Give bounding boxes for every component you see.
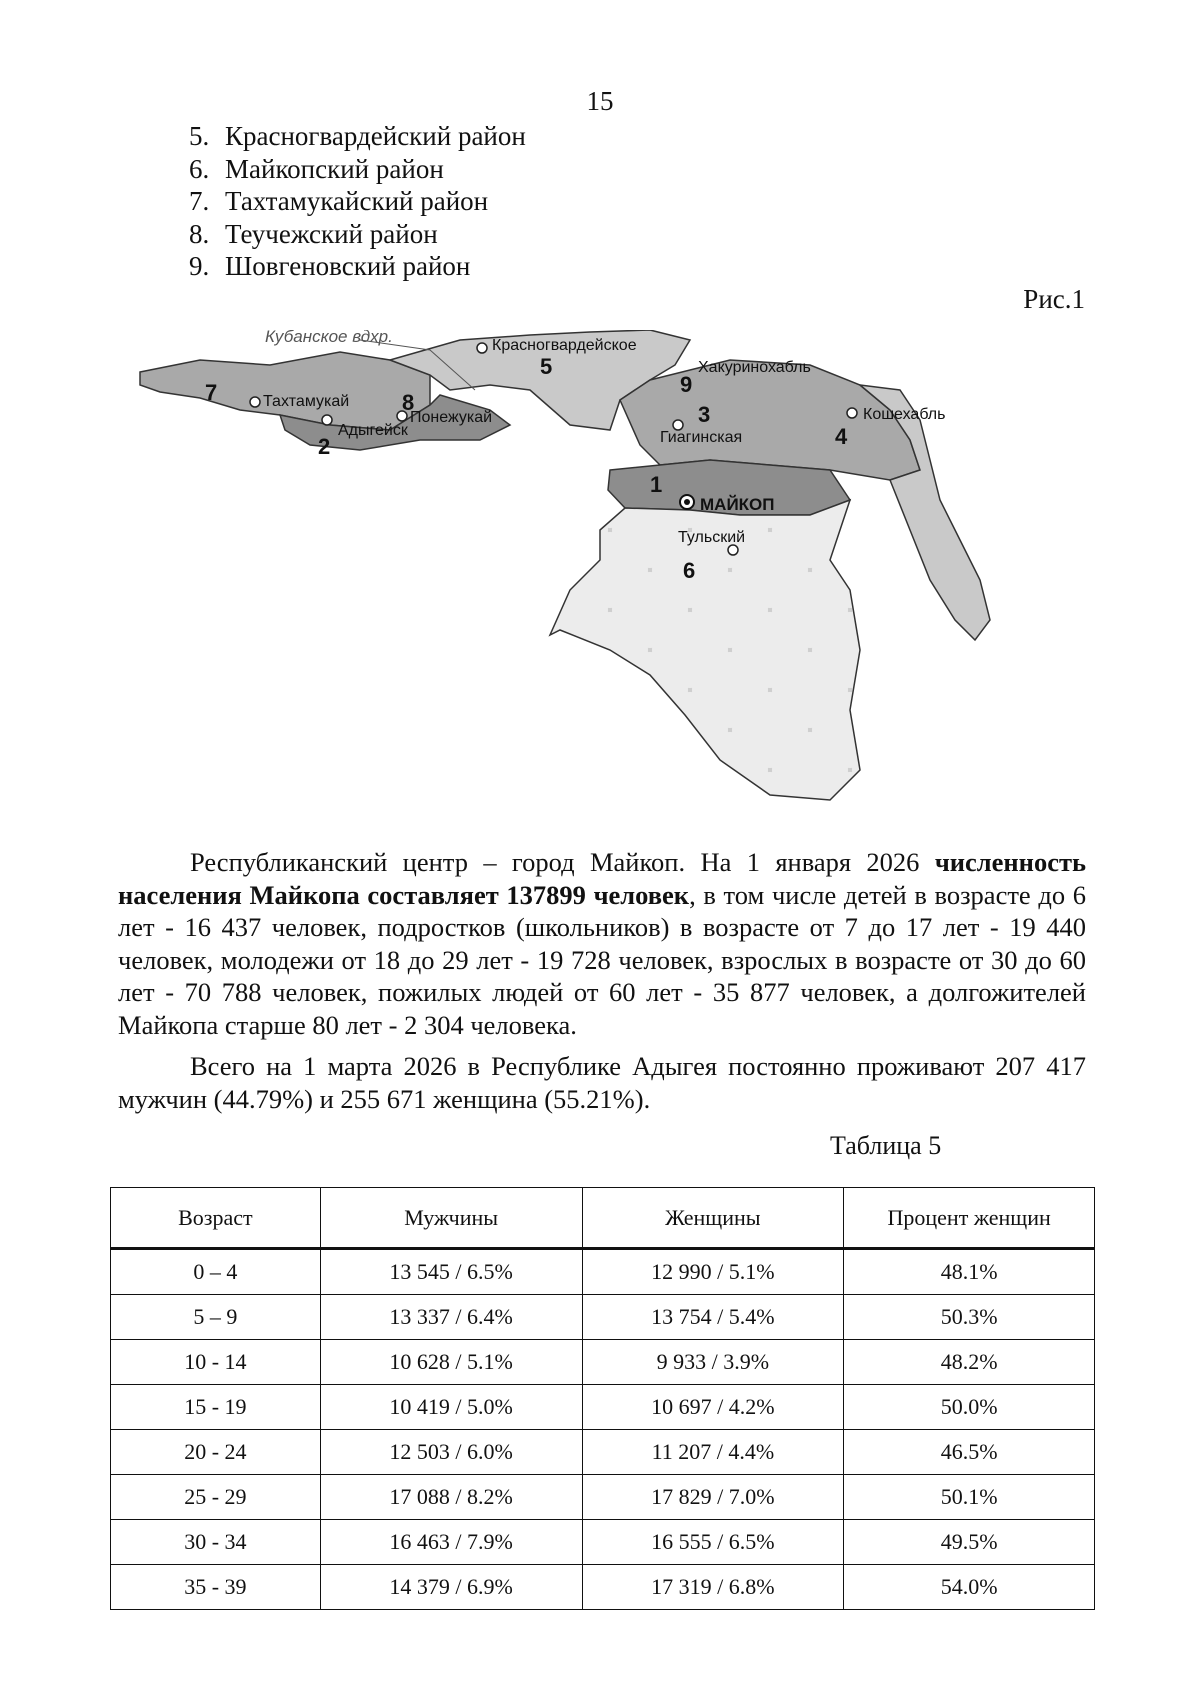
page-number: 15 xyxy=(586,86,614,116)
header-women-percent: Процент женщин xyxy=(844,1188,1095,1249)
table-cell: 30 - 34 xyxy=(111,1520,321,1565)
table-cell: 25 - 29 xyxy=(111,1475,321,1520)
figure-label: Рис.1 xyxy=(1023,284,1085,314)
paragraph-text: Республиканский центр – город Майкоп. На 1 января 2026 xyxy=(190,847,935,877)
town-marker-adygeysk xyxy=(322,415,332,425)
table-cell: 10 - 14 xyxy=(111,1340,321,1385)
list-item-number: 9. xyxy=(189,251,210,281)
town-marker-krasnogvardeyskoe xyxy=(477,343,487,353)
list-item xyxy=(189,218,526,251)
table-row xyxy=(111,1385,1095,1430)
table-cell: 10 628 / 5.1% xyxy=(320,1340,582,1385)
list-item-number: 5. xyxy=(189,121,210,151)
town-label-krasnogvardeyskoe: Красногвардейское xyxy=(492,337,637,354)
list-item xyxy=(189,185,526,218)
table-cell: 5 – 9 xyxy=(111,1295,321,1340)
table-caption: Таблица 5 xyxy=(830,1131,942,1160)
town-marker-maykop-dot xyxy=(684,499,690,505)
table-cell: 15 - 19 xyxy=(111,1385,321,1430)
town-marker-takhtamukay xyxy=(250,397,260,407)
district-number-1: 1 xyxy=(650,472,663,497)
paragraph-republic-population: Всего на 1 марта 2026 в Республике Адыгея постоянно проживают 207 417 мужчин (44.79%) и 255 671 женщина (55.21%). xyxy=(118,1051,1086,1114)
table-row xyxy=(111,1249,1095,1295)
table-row xyxy=(111,1295,1095,1340)
table-cell: 13 754 / 5.4% xyxy=(582,1295,844,1340)
list-item-text: Теучежский район xyxy=(225,218,438,249)
table-row xyxy=(111,1520,1095,1565)
table-cell: 12 990 / 5.1% xyxy=(582,1249,844,1295)
town-label-adygeysk: Адыгейск xyxy=(338,422,408,439)
district-number-6: 6 xyxy=(683,558,696,583)
table-cell: 13 337 / 6.4% xyxy=(320,1295,582,1340)
list-item-number: 6. xyxy=(189,153,210,184)
district-number-5: 5 xyxy=(540,354,553,379)
table-cell: 48.1% xyxy=(844,1249,1095,1295)
table-row xyxy=(111,1475,1095,1520)
table-cell: 0 – 4 xyxy=(111,1249,321,1295)
town-label-khakurinokhabl: Хакуринохабль xyxy=(698,359,811,376)
list-item xyxy=(189,250,526,283)
table-cell: 46.5% xyxy=(844,1430,1095,1475)
paragraph-bold-text: численность населения Майкопа составляет 137899 человек xyxy=(118,847,1086,910)
table-cell: 17 319 / 6.8% xyxy=(582,1565,844,1610)
table-cell: 48.2% xyxy=(844,1340,1095,1385)
table-cell: 17 829 / 7.0% xyxy=(582,1475,844,1520)
paragraph-text: , в том числе детей в возрасте до 6 лет - 16 437 человек, подростков (школьников) в возрасте от 7 до 17 лет - 19 440 человек, молодежи от 18 до 29 лет - 19 728 человек, взрослых в возрасте от 30 до 60 лет - 70 788 человек, пожилых людей от 60 лет - 35 877 человек, а долгожителей Майкопа старше 80 лет - 2 304 человека. xyxy=(118,879,1086,1040)
table-header-row xyxy=(111,1188,1095,1249)
table-cell: 20 - 24 xyxy=(111,1430,321,1475)
adygea-map xyxy=(130,330,1090,830)
list-item-text: Шовгеновский район xyxy=(225,251,471,281)
table-cell: 17 088 / 8.2% xyxy=(320,1475,582,1520)
table-cell: 12 503 / 6.0% xyxy=(320,1430,582,1475)
table-cell: 35 - 39 xyxy=(111,1565,321,1610)
table-cell: 9 933 / 3.9% xyxy=(582,1340,844,1385)
list-item-number: 8. xyxy=(189,218,210,249)
district-number-8: 8 xyxy=(402,390,415,415)
list-item-text: Красногвардейский район xyxy=(225,121,526,151)
district-number-3: 3 xyxy=(698,402,711,427)
table-row xyxy=(111,1340,1095,1385)
town-label-ponezhukay: Понежукай xyxy=(410,409,493,426)
table-cell: 10 419 / 5.0% xyxy=(320,1385,582,1430)
district-number-4: 4 xyxy=(835,424,848,449)
table-cell: 11 207 / 4.4% xyxy=(582,1430,844,1475)
list-item-number: 7. xyxy=(189,186,210,216)
district-number-9: 9 xyxy=(680,372,693,397)
table-cell: 16 555 / 6.5% xyxy=(582,1520,844,1565)
table-cell: 49.5% xyxy=(844,1520,1095,1565)
list-item xyxy=(189,120,526,153)
district-number-2: 2 xyxy=(318,434,331,459)
table-cell: 50.0% xyxy=(844,1385,1095,1430)
list-item-text: Майкопский район xyxy=(225,153,444,184)
table-cell: 10 697 / 4.2% xyxy=(582,1385,844,1430)
town-marker-koshekhabl xyxy=(847,408,857,418)
table-cell: 50.1% xyxy=(844,1475,1095,1520)
map-svg xyxy=(130,330,1090,830)
table-cell: 54.0% xyxy=(844,1565,1095,1610)
town-label-giaginskaya: Гиагинская xyxy=(660,429,743,446)
header-men: Мужчины xyxy=(320,1188,582,1249)
paragraph-maykop-population xyxy=(118,846,1086,1041)
reservoir-label: Кубанское вдхр. xyxy=(265,330,393,346)
table-cell: 50.3% xyxy=(844,1295,1095,1340)
district-list xyxy=(189,120,526,283)
table-row xyxy=(111,1565,1095,1610)
town-label-koshekhabl: Кошехабль xyxy=(863,406,946,423)
population-table xyxy=(110,1187,1095,1610)
table-row xyxy=(111,1430,1095,1475)
table-cell: 16 463 / 7.9% xyxy=(320,1520,582,1565)
list-item xyxy=(189,153,526,186)
header-women: Женщины xyxy=(582,1188,844,1249)
table-cell: 13 545 / 6.5% xyxy=(320,1249,582,1295)
district-number-7: 7 xyxy=(205,380,218,405)
town-label-maykop: МАЙКОП xyxy=(700,495,775,514)
town-marker-tulskiy xyxy=(728,545,738,555)
town-label-tulskiy: Тульский xyxy=(678,529,746,546)
header-age: Возраст xyxy=(111,1188,321,1249)
list-item-text: Тахтамукайский район xyxy=(225,186,489,216)
town-label-takhtamukay: Тахтамукай xyxy=(263,393,350,410)
table-cell: 14 379 / 6.9% xyxy=(320,1565,582,1610)
